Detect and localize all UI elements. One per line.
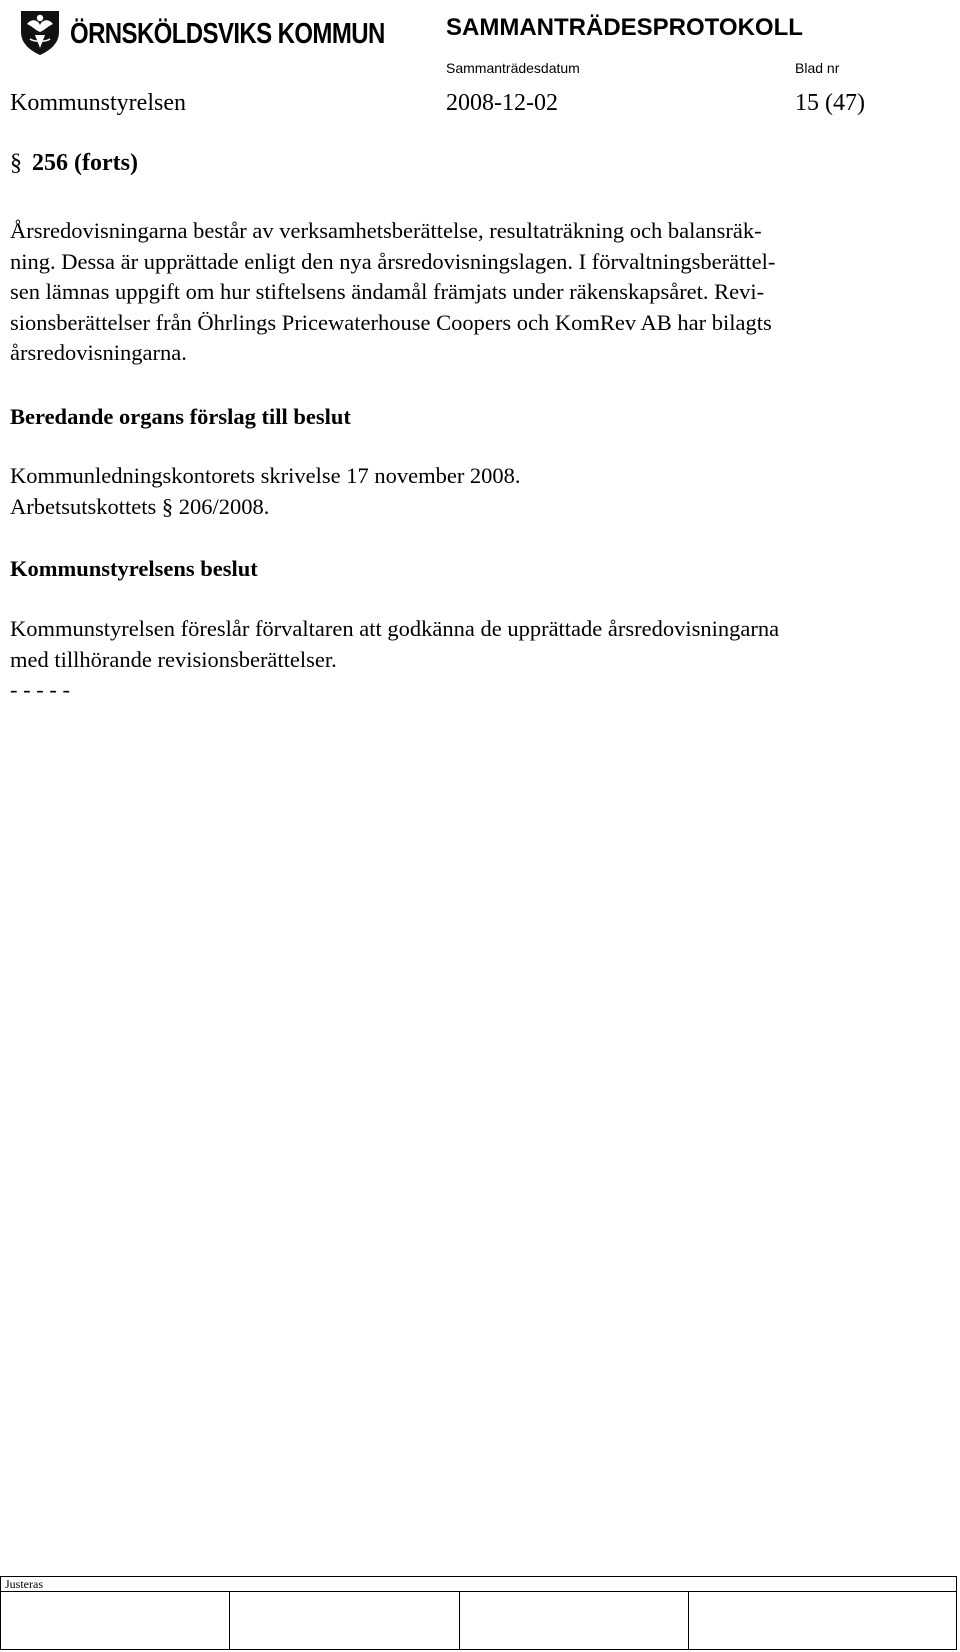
- decision-heading: Kommunstyrelsens beslut: [10, 556, 258, 581]
- signature-table: [0, 1576, 957, 1650]
- decision-text: [10, 614, 779, 706]
- text-line: ning. Dessa är upprättade enligt den nya årsredovisningslagen. I förvaltningsberättel-: [10, 248, 776, 274]
- meeting-date-label: Sammanträdesdatum: [446, 60, 580, 76]
- municipality-logo: [18, 8, 385, 56]
- paragraph-title: 256 (forts): [32, 150, 138, 176]
- text-line: årsredovisningarna.: [10, 340, 187, 365]
- signature-cell: [1, 1592, 230, 1650]
- proposal-ref-prefix: Arbetsutskottets: [10, 493, 157, 519]
- document-type: SAMMANTRÄDESPROTOKOLL: [446, 14, 803, 41]
- meeting-date: 2008-12-02: [446, 90, 558, 116]
- proposal-text: [10, 461, 521, 522]
- paragraph-heading: [10, 150, 138, 177]
- proposal-heading: Beredande organs förslag till beslut: [10, 404, 351, 429]
- organization-name: ÖRNSKÖLDSVIKS KOMMUN: [70, 18, 385, 50]
- signature-cell: [689, 1592, 957, 1650]
- text-line: Kommunledningskontorets skrivelse 17 november 2008.: [10, 463, 521, 488]
- intro-paragraph: [10, 216, 775, 369]
- signature-cell: [230, 1592, 459, 1650]
- text-line: [10, 492, 521, 523]
- page-number: 15 (47): [795, 90, 865, 116]
- page-number-label: Blad nr: [795, 60, 840, 76]
- committee-name: Kommunstyrelsen: [10, 90, 186, 116]
- text-line: Kommunstyrelsen föreslår förvaltaren att godkänna de upprättade årsredovisningarna: [10, 616, 780, 641]
- proposal-ref-number: 206/2008.: [178, 493, 270, 519]
- section-sign: §: [161, 493, 174, 519]
- justeras-label: Justeras: [1, 1577, 957, 1592]
- end-mark: - - - - -: [10, 677, 70, 702]
- section-sign: §: [10, 150, 22, 176]
- text-line: sionsberättelser från Öhrlings Pricewaterhouse Coopers och KomRev AB har bilagts: [10, 309, 772, 335]
- signature-cell: [459, 1592, 688, 1650]
- text-line: sen lämnas uppgift om hur stiftelsens ändamål främjats under räkenskapsåret. Revi-: [10, 279, 765, 304]
- text-line: med tillhörande revisionsberättelser.: [10, 646, 337, 672]
- text-line: Årsredovisningarna består av verksamhetsberättelse, resultaträkning och balansräk-: [10, 218, 762, 243]
- municipal-coat-of-arms-icon: [18, 8, 62, 56]
